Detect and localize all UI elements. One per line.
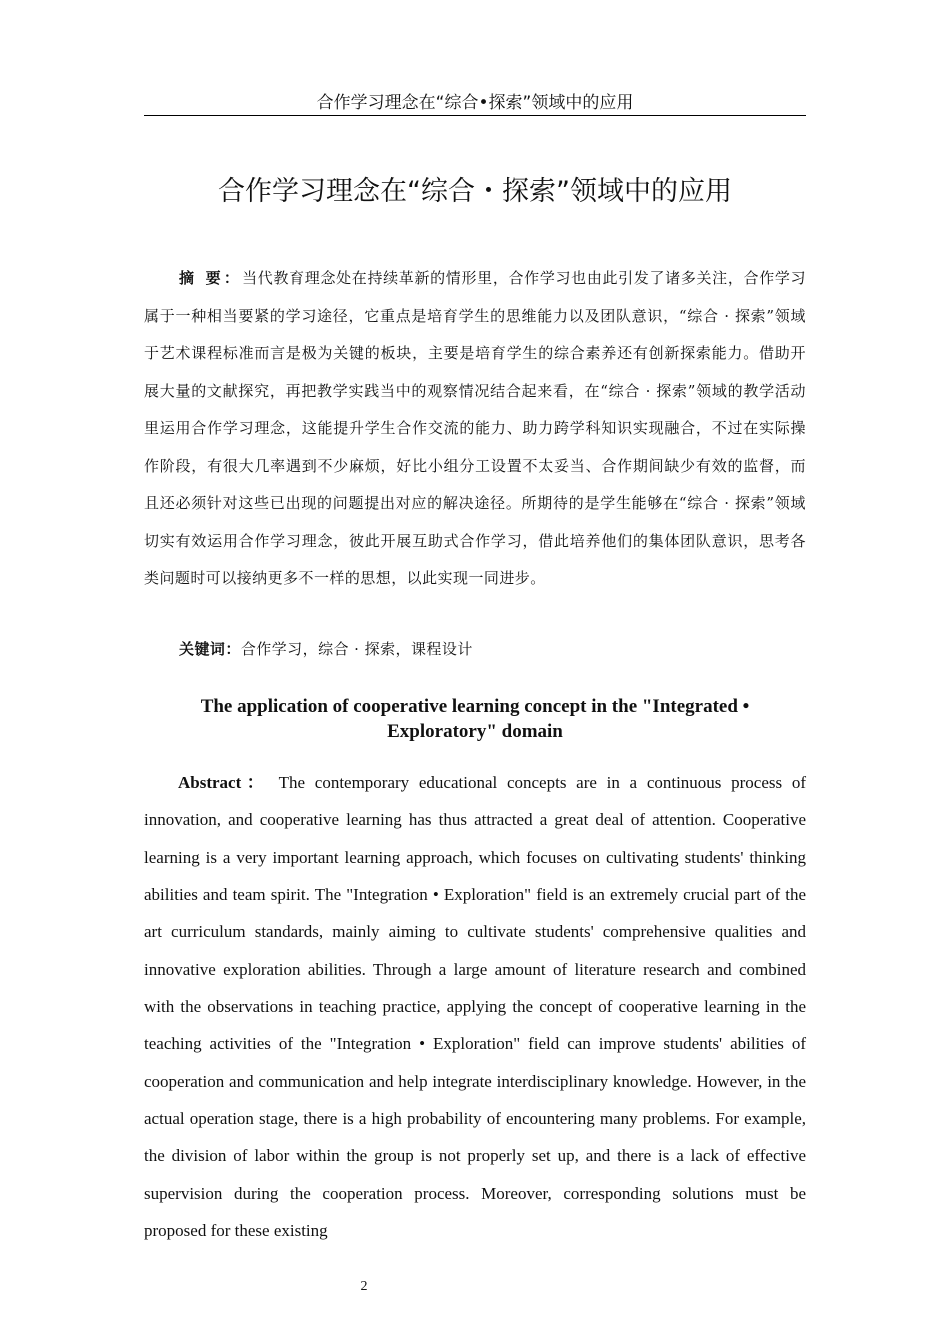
page-number: 2	[360, 1279, 368, 1294]
abstract-english	[144, 764, 806, 1249]
abstract-chinese-text: 当代教育理念处在持续革新的情形里，合作学习也由此引发了诸多关注，合作学习属于一种相当要紧的学习途径，它重点是培育学生的思维能力以及团队意识，“综合 · 探索”领域于艺术课程标准而言是极为关键的板块，主要是培育学生的综合素养还有创新探索能力。借助开展大量的文献探究，再把教学实践当中的观察情况结合起来看，在“综合 · 探索”领域的教学活动里运用合作学习理念，这能提升学生合作交流的能力、助力跨学科知识实现融合，不过在实际操作阶段，有很大几率遇到不少麻烦，好比小组分工设置不太妥当、合作期间缺少有效的监督，而且还必须针对这些已出现的问题提出对应的解决途径。所期待的是学生能够在“综合 · 探索”领域切实有效运用合作学习理念，彼此开展互助式合作学习，借此培养他们的集体团队意识，思考各类问题时可以接纳更多不一样的思想，以此实现一同进步。	[144, 269, 806, 587]
keywords-chinese-label: 关键词：	[179, 640, 241, 658]
keywords-chinese-text: 合作学习，综合 · 探索，课程设计	[240, 640, 473, 658]
running-header: 合作学习理念在“综合•探索”领域中的应用	[144, 92, 806, 116]
abstract-english-label: Abstract：	[178, 773, 270, 792]
keywords-chinese	[179, 631, 806, 668]
abstract-english-text: The contemporary educational concepts are in a continuous process of innovation, and cooperative learning has thus attracted a great deal of attention. Cooperative learning is a very important learning approach, which focuses on cultivating students' thinking abilities and team spirit. The "Integration • Exploration" field is an extremely crucial part of the art curriculum standards, mainly aiming to cultivate students' comprehensive qualities and innovative exploration abilities. Through a large amount of literature research and combined with the observations in teaching practice, applying the concept of cooperative learning in the teaching activities of the "Integration • Exploration" field can improve students' abilities of cooperation and communication and help integrate interdisciplinary knowledge. However, in the actual operation stage, there is a high probability of encountering many problems. For example, the division of labor within the group is not properly set up, and there is a lack of effective supervision during the cooperation process. Moreover, corresponding solutions must be proposed for these existing	[144, 773, 807, 1241]
paper-title-chinese: 合作学习理念在“综合・探索”领域中的应用	[218, 176, 732, 207]
abstract-chinese	[144, 260, 806, 598]
abstract-chinese-label: 摘 要：	[179, 269, 243, 287]
paper-title-english: The application of cooperative learning concept in the "Integrated • Exploratory" domain	[200, 696, 750, 742]
